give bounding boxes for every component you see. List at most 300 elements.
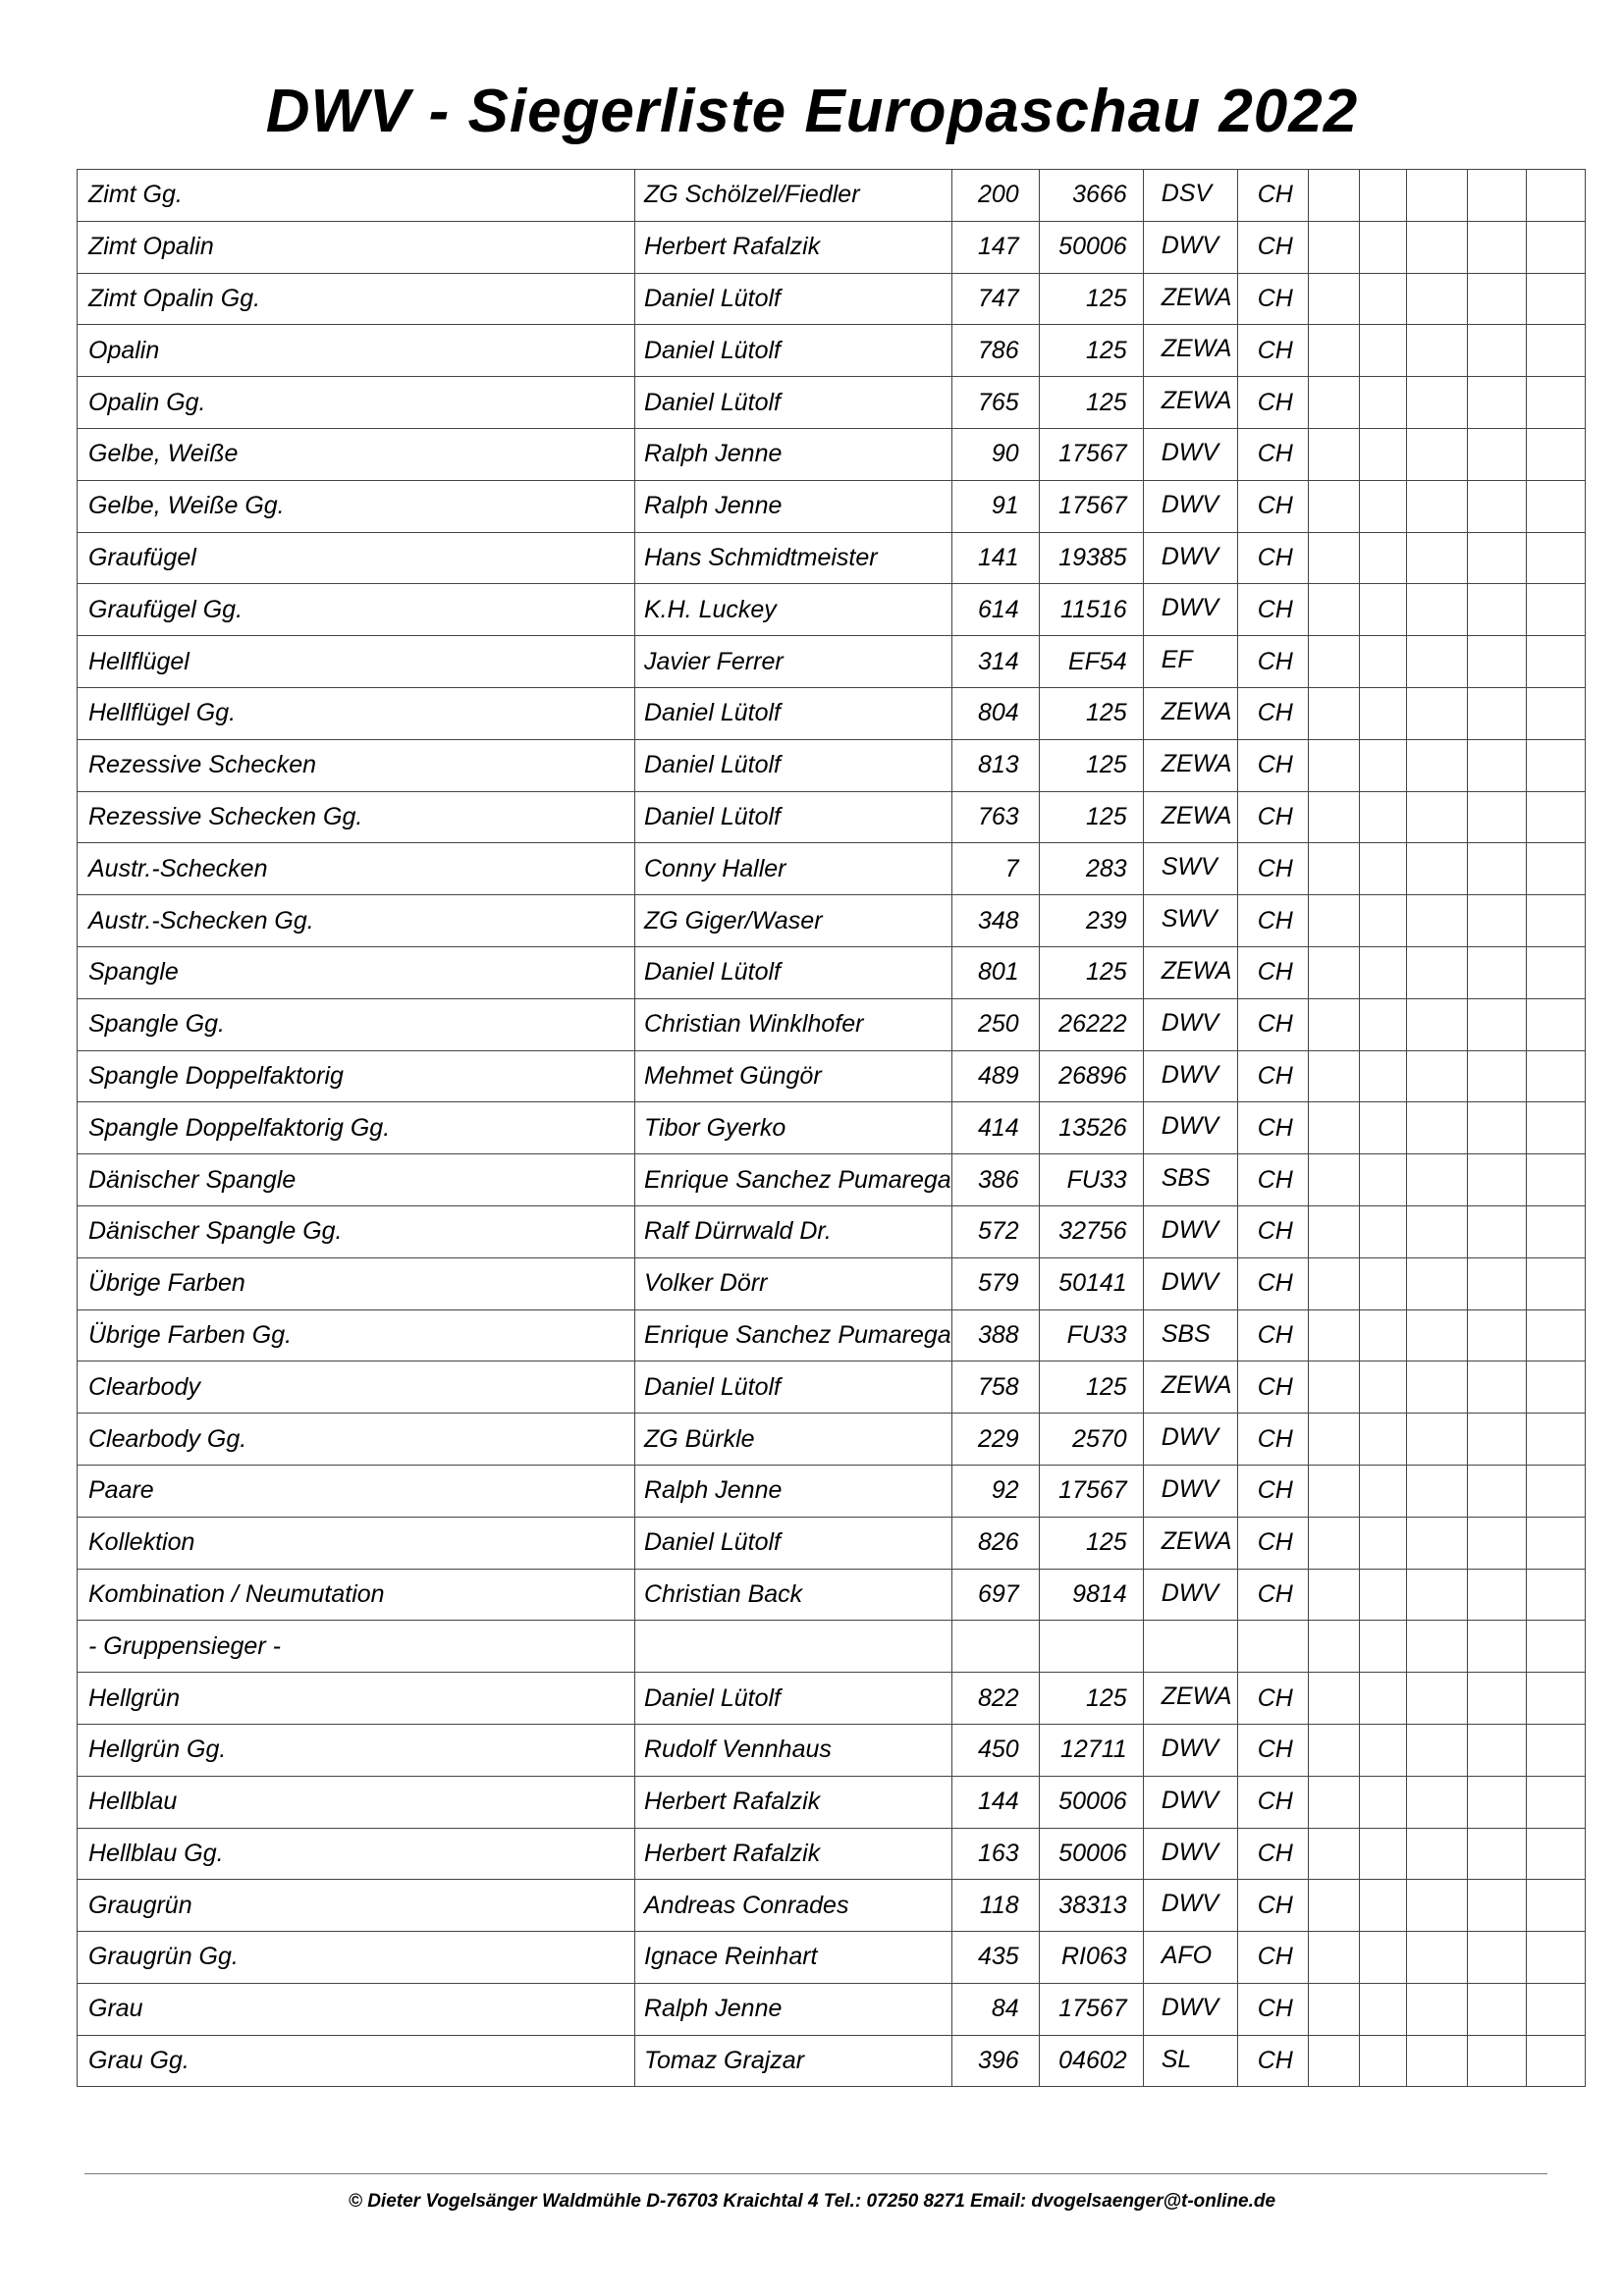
ring-number-cell: 125 (1039, 1673, 1143, 1725)
award-cell: CH (1237, 1673, 1308, 1725)
empty-cell (1467, 946, 1526, 998)
cage-number-cell: 141 (951, 532, 1039, 584)
cage-number-cell: 804 (951, 687, 1039, 739)
empty-cell (1359, 636, 1406, 688)
empty-cell (1308, 636, 1359, 688)
ring-number-cell: 9814 (1039, 1569, 1143, 1621)
empty-cell (1359, 170, 1406, 222)
award-cell: CH (1237, 843, 1308, 895)
table-row (78, 1465, 1586, 1517)
empty-cell (1467, 1102, 1526, 1154)
class-cell: Rezessive Schecken (78, 739, 635, 791)
class-cell: Graufügel Gg. (78, 584, 635, 636)
empty-cell (1406, 584, 1467, 636)
exhibitor-cell: Christian Back (635, 1569, 952, 1621)
exhibitor-cell: ZG Giger/Waser (635, 895, 952, 947)
empty-cell (1406, 377, 1467, 429)
empty-cell (1359, 221, 1406, 273)
club-cell: ZEWA (1143, 1673, 1237, 1725)
empty-cell (1308, 843, 1359, 895)
empty-cell (1406, 1050, 1467, 1102)
class-cell: Dänischer Spangle (78, 1154, 635, 1206)
club-cell: DWV (1143, 584, 1237, 636)
empty-cell (1526, 325, 1585, 377)
award-cell: CH (1237, 1102, 1308, 1154)
empty-cell (1359, 1102, 1406, 1154)
club-cell: DWV (1143, 998, 1237, 1050)
empty-cell (1467, 1569, 1526, 1621)
class-cell: Hellblau Gg. (78, 1828, 635, 1880)
class-cell: Clearbody (78, 1362, 635, 1414)
club-cell: DWV (1143, 1205, 1237, 1257)
empty-cell (1308, 687, 1359, 739)
empty-cell (1308, 998, 1359, 1050)
empty-cell (1406, 636, 1467, 688)
award-cell: CH (1237, 946, 1308, 998)
club-cell: ZEWA (1143, 377, 1237, 429)
exhibitor-cell: Ralph Jenne (635, 1465, 952, 1517)
club-cell: DWV (1143, 1880, 1237, 1932)
empty-cell (1467, 1880, 1526, 1932)
award-cell: CH (1237, 1309, 1308, 1362)
ring-number-cell: 11516 (1039, 584, 1143, 636)
table-row (78, 584, 1586, 636)
cage-number-cell: 765 (951, 377, 1039, 429)
table-row (78, 1205, 1586, 1257)
empty-cell (1406, 1621, 1467, 1673)
exhibitor-cell: Herbert Rafalzik (635, 1776, 952, 1828)
empty-cell (1467, 1257, 1526, 1309)
table-row (78, 843, 1586, 895)
table-row (78, 1257, 1586, 1309)
class-cell: Hellflügel Gg. (78, 687, 635, 739)
club-cell (1143, 1621, 1237, 1673)
empty-cell (1467, 221, 1526, 273)
empty-cell (1406, 895, 1467, 947)
empty-cell (1526, 1517, 1585, 1569)
exhibitor-cell: Enrique Sanchez Pumarega (635, 1309, 952, 1362)
exhibitor-cell: Herbert Rafalzik (635, 221, 952, 273)
empty-cell (1526, 1776, 1585, 1828)
empty-cell (1467, 1517, 1526, 1569)
award-cell: CH (1237, 1932, 1308, 1984)
cage-number-cell: 801 (951, 946, 1039, 998)
award-cell: CH (1237, 273, 1308, 325)
club-cell: AFO (1143, 1932, 1237, 1984)
award-cell: CH (1237, 1724, 1308, 1776)
cage-number-cell: 348 (951, 895, 1039, 947)
club-cell: SWV (1143, 895, 1237, 947)
empty-cell (1406, 1828, 1467, 1880)
exhibitor-cell: Mehmet Güngör (635, 1050, 952, 1102)
empty-cell (1526, 2035, 1585, 2087)
club-cell: DWV (1143, 1983, 1237, 2035)
exhibitor-cell (635, 1621, 952, 1673)
cage-number-cell: 414 (951, 1102, 1039, 1154)
empty-cell (1359, 273, 1406, 325)
empty-cell (1406, 998, 1467, 1050)
ring-number-cell: 32756 (1039, 1205, 1143, 1257)
exhibitor-cell: Daniel Lütolf (635, 687, 952, 739)
club-cell: DWV (1143, 428, 1237, 480)
empty-cell (1359, 2035, 1406, 2087)
ring-number-cell: EF54 (1039, 636, 1143, 688)
exhibitor-cell: Daniel Lütolf (635, 273, 952, 325)
exhibitor-cell: Daniel Lütolf (635, 377, 952, 429)
empty-cell (1467, 1621, 1526, 1673)
winners-table (77, 169, 1586, 2087)
award-cell: CH (1237, 791, 1308, 843)
empty-cell (1467, 636, 1526, 688)
empty-cell (1308, 895, 1359, 947)
club-cell: DSV (1143, 170, 1237, 222)
award-cell: CH (1237, 325, 1308, 377)
award-cell: CH (1237, 1983, 1308, 2035)
class-cell: Zimt Opalin Gg. (78, 273, 635, 325)
club-cell: DWV (1143, 1724, 1237, 1776)
empty-cell (1308, 221, 1359, 273)
empty-cell (1526, 1414, 1585, 1466)
table-row (78, 325, 1586, 377)
award-cell: CH (1237, 1414, 1308, 1466)
class-cell: Zimt Opalin (78, 221, 635, 273)
empty-cell (1526, 1932, 1585, 1984)
empty-cell (1308, 1673, 1359, 1725)
club-cell: SL (1143, 2035, 1237, 2087)
empty-cell (1308, 1309, 1359, 1362)
class-cell: Zimt Gg. (78, 170, 635, 222)
table-row (78, 1621, 1586, 1673)
empty-cell (1467, 1154, 1526, 1206)
class-cell: Clearbody Gg. (78, 1414, 635, 1466)
class-cell: Hellgrün Gg. (78, 1724, 635, 1776)
empty-cell (1308, 325, 1359, 377)
table-row (78, 895, 1586, 947)
empty-cell (1308, 1621, 1359, 1673)
class-cell: Übrige Farben Gg. (78, 1309, 635, 1362)
empty-cell (1406, 1102, 1467, 1154)
empty-cell (1526, 1569, 1585, 1621)
empty-cell (1467, 325, 1526, 377)
empty-cell (1308, 946, 1359, 998)
ring-number-cell: 17567 (1039, 1465, 1143, 1517)
empty-cell (1467, 377, 1526, 429)
ring-number-cell: RI063 (1039, 1932, 1143, 1984)
empty-cell (1467, 1724, 1526, 1776)
ring-number-cell: 125 (1039, 273, 1143, 325)
exhibitor-cell: Ralph Jenne (635, 480, 952, 532)
class-cell: Austr.-Schecken Gg. (78, 895, 635, 947)
empty-cell (1526, 998, 1585, 1050)
club-cell: ZEWA (1143, 1517, 1237, 1569)
empty-cell (1359, 843, 1406, 895)
empty-cell (1359, 1205, 1406, 1257)
cage-number-cell: 144 (951, 1776, 1039, 1828)
cage-number-cell: 314 (951, 636, 1039, 688)
empty-cell (1359, 584, 1406, 636)
empty-cell (1467, 1828, 1526, 1880)
class-cell: Graufügel (78, 532, 635, 584)
empty-cell (1467, 1465, 1526, 1517)
ring-number-cell: 2570 (1039, 1414, 1143, 1466)
empty-cell (1308, 1828, 1359, 1880)
empty-cell (1467, 170, 1526, 222)
award-cell: CH (1237, 1569, 1308, 1621)
empty-cell (1526, 170, 1585, 222)
ring-number-cell: 38313 (1039, 1880, 1143, 1932)
club-cell: DWV (1143, 532, 1237, 584)
empty-cell (1406, 1724, 1467, 1776)
table-row (78, 480, 1586, 532)
empty-cell (1467, 687, 1526, 739)
cage-number-cell: 91 (951, 480, 1039, 532)
club-cell: ZEWA (1143, 946, 1237, 998)
table-row (78, 1309, 1586, 1362)
cage-number-cell: 200 (951, 170, 1039, 222)
empty-cell (1359, 1154, 1406, 1206)
table-row (78, 377, 1586, 429)
table-row (78, 170, 1586, 222)
empty-cell (1308, 739, 1359, 791)
award-cell: CH (1237, 377, 1308, 429)
table-row (78, 2035, 1586, 2087)
club-cell: ZEWA (1143, 791, 1237, 843)
cage-number-cell: 786 (951, 325, 1039, 377)
empty-cell (1467, 480, 1526, 532)
empty-cell (1526, 1102, 1585, 1154)
ring-number-cell: FU33 (1039, 1309, 1143, 1362)
empty-cell (1406, 1880, 1467, 1932)
empty-cell (1359, 1362, 1406, 1414)
ring-number-cell: 125 (1039, 1362, 1143, 1414)
empty-cell (1406, 1257, 1467, 1309)
table-row (78, 998, 1586, 1050)
exhibitor-cell: ZG Schölzel/Fiedler (635, 170, 952, 222)
exhibitor-cell: Andreas Conrades (635, 1880, 952, 1932)
ring-number-cell: 50141 (1039, 1257, 1143, 1309)
class-cell: Übrige Farben (78, 1257, 635, 1309)
page-title: DWV - Siegerliste Europaschau 2022 (265, 78, 1359, 145)
exhibitor-cell: Christian Winklhofer (635, 998, 952, 1050)
exhibitor-cell: Rudolf Vennhaus (635, 1724, 952, 1776)
table-row (78, 1776, 1586, 1828)
club-cell: DWV (1143, 1828, 1237, 1880)
empty-cell (1467, 1309, 1526, 1362)
award-cell: CH (1237, 1517, 1308, 1569)
award-cell: CH (1237, 1050, 1308, 1102)
table-row (78, 946, 1586, 998)
winners-table-body (78, 170, 1586, 2087)
empty-cell (1526, 1309, 1585, 1362)
cage-number-cell: 579 (951, 1257, 1039, 1309)
table-row (78, 1362, 1586, 1414)
empty-cell (1359, 946, 1406, 998)
exhibitor-cell: Ralf Dürrwald Dr. (635, 1205, 952, 1257)
table-row (78, 532, 1586, 584)
cage-number-cell: 92 (951, 1465, 1039, 1517)
ring-number-cell: 50006 (1039, 1776, 1143, 1828)
empty-cell (1467, 1414, 1526, 1466)
empty-cell (1526, 843, 1585, 895)
class-cell: - Gruppensieger - (78, 1621, 635, 1673)
club-cell: DWV (1143, 1465, 1237, 1517)
empty-cell (1359, 1724, 1406, 1776)
table-row (78, 1050, 1586, 1102)
empty-cell (1406, 1414, 1467, 1466)
award-cell: CH (1237, 584, 1308, 636)
table-row (78, 1517, 1586, 1569)
table-row (78, 273, 1586, 325)
cage-number-cell: 763 (951, 791, 1039, 843)
cage-number-cell: 229 (951, 1414, 1039, 1466)
class-cell: Rezessive Schecken Gg. (78, 791, 635, 843)
club-cell: ZEWA (1143, 739, 1237, 791)
empty-cell (1359, 1673, 1406, 1725)
table-row (78, 1102, 1586, 1154)
award-cell: CH (1237, 998, 1308, 1050)
empty-cell (1406, 1154, 1467, 1206)
club-cell: DWV (1143, 221, 1237, 273)
table-row (78, 687, 1586, 739)
ring-number-cell: 50006 (1039, 1828, 1143, 1880)
exhibitor-cell: Daniel Lütolf (635, 1517, 952, 1569)
table-row (78, 739, 1586, 791)
empty-cell (1526, 1983, 1585, 2035)
empty-cell (1467, 843, 1526, 895)
empty-cell (1467, 895, 1526, 947)
cage-number-cell: 7 (951, 843, 1039, 895)
ring-number-cell: 26222 (1039, 998, 1143, 1050)
exhibitor-cell: Herbert Rafalzik (635, 1828, 952, 1880)
empty-cell (1406, 739, 1467, 791)
cage-number-cell: 822 (951, 1673, 1039, 1725)
empty-cell (1467, 2035, 1526, 2087)
empty-cell (1526, 791, 1585, 843)
table-row (78, 1880, 1586, 1932)
empty-cell (1467, 428, 1526, 480)
table-row (78, 1724, 1586, 1776)
cage-number-cell: 90 (951, 428, 1039, 480)
empty-cell (1308, 1569, 1359, 1621)
empty-cell (1359, 1309, 1406, 1362)
empty-cell (1406, 170, 1467, 222)
empty-cell (1308, 1050, 1359, 1102)
empty-cell (1406, 480, 1467, 532)
empty-cell (1406, 1932, 1467, 1984)
empty-cell (1359, 687, 1406, 739)
empty-cell (1359, 998, 1406, 1050)
empty-cell (1406, 946, 1467, 998)
award-cell: CH (1237, 170, 1308, 222)
empty-cell (1526, 273, 1585, 325)
club-cell: SBS (1143, 1154, 1237, 1206)
empty-cell (1467, 1205, 1526, 1257)
class-cell: Hellgrün (78, 1673, 635, 1725)
empty-cell (1359, 1776, 1406, 1828)
cage-number-cell: 147 (951, 221, 1039, 273)
empty-cell (1308, 1724, 1359, 1776)
empty-cell (1526, 636, 1585, 688)
ring-number-cell: 12711 (1039, 1724, 1143, 1776)
award-cell: CH (1237, 1362, 1308, 1414)
class-cell: Kombination / Neumutation (78, 1569, 635, 1621)
empty-cell (1359, 739, 1406, 791)
class-cell: Gelbe, Weiße (78, 428, 635, 480)
class-cell: Graugrün (78, 1880, 635, 1932)
empty-cell (1526, 739, 1585, 791)
empty-cell (1526, 1465, 1585, 1517)
ring-number-cell (1039, 1621, 1143, 1673)
empty-cell (1308, 1414, 1359, 1466)
cage-number-cell: 572 (951, 1205, 1039, 1257)
empty-cell (1406, 1205, 1467, 1257)
empty-cell (1406, 1983, 1467, 2035)
class-cell: Austr.-Schecken (78, 843, 635, 895)
ring-number-cell: 13526 (1039, 1102, 1143, 1154)
empty-cell (1406, 1569, 1467, 1621)
exhibitor-cell: Daniel Lütolf (635, 325, 952, 377)
empty-cell (1526, 1362, 1585, 1414)
empty-cell (1406, 791, 1467, 843)
club-cell: SBS (1143, 1309, 1237, 1362)
cage-number-cell (951, 1621, 1039, 1673)
exhibitor-cell: Ignace Reinhart (635, 1932, 952, 1984)
empty-cell (1526, 428, 1585, 480)
empty-cell (1406, 273, 1467, 325)
class-cell: Hellblau (78, 1776, 635, 1828)
exhibitor-cell: Daniel Lütolf (635, 946, 952, 998)
empty-cell (1406, 1465, 1467, 1517)
empty-cell (1406, 687, 1467, 739)
ring-number-cell: 125 (1039, 946, 1143, 998)
empty-cell (1359, 480, 1406, 532)
empty-cell (1359, 532, 1406, 584)
ring-number-cell: 04602 (1039, 2035, 1143, 2087)
exhibitor-cell: Daniel Lütolf (635, 1673, 952, 1725)
award-cell: CH (1237, 1465, 1308, 1517)
cage-number-cell: 396 (951, 2035, 1039, 2087)
club-cell: DWV (1143, 1050, 1237, 1102)
class-cell: Spangle Doppelfaktorig Gg. (78, 1102, 635, 1154)
club-cell: ZEWA (1143, 1362, 1237, 1414)
award-cell: CH (1237, 1205, 1308, 1257)
empty-cell (1359, 1983, 1406, 2035)
empty-cell (1406, 1776, 1467, 1828)
empty-cell (1526, 377, 1585, 429)
empty-cell (1526, 1205, 1585, 1257)
ring-number-cell: 50006 (1039, 221, 1143, 273)
empty-cell (1406, 221, 1467, 273)
award-cell: CH (1237, 1776, 1308, 1828)
empty-cell (1359, 895, 1406, 947)
class-cell: Spangle Doppelfaktorig (78, 1050, 635, 1102)
exhibitor-cell: Ralph Jenne (635, 1983, 952, 2035)
cage-number-cell: 489 (951, 1050, 1039, 1102)
award-cell: CH (1237, 480, 1308, 532)
empty-cell (1359, 1880, 1406, 1932)
award-cell: CH (1237, 636, 1308, 688)
award-cell: CH (1237, 895, 1308, 947)
empty-cell (1308, 2035, 1359, 2087)
club-cell: DWV (1143, 1102, 1237, 1154)
empty-cell (1526, 1621, 1585, 1673)
class-cell: Spangle (78, 946, 635, 998)
ring-number-cell: 125 (1039, 1517, 1143, 1569)
class-cell: Opalin (78, 325, 635, 377)
empty-cell (1359, 1828, 1406, 1880)
club-cell: DWV (1143, 1569, 1237, 1621)
exhibitor-cell: Hans Schmidtmeister (635, 532, 952, 584)
